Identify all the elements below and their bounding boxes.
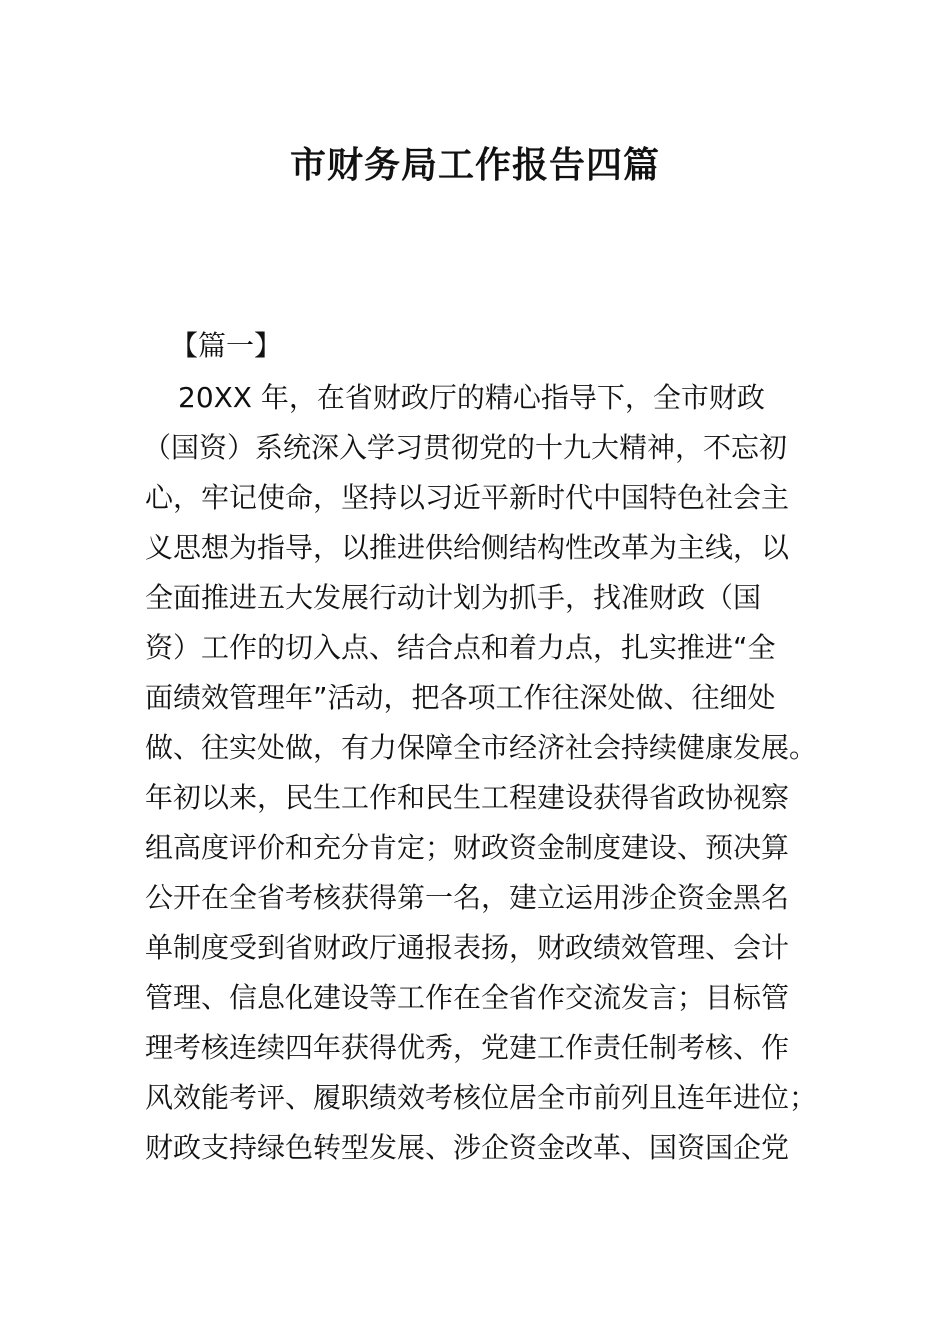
body-line-8: 做、往实处做，有力保障全市经济社会持续健康发展。 xyxy=(145,731,818,764)
body-line-15: 风效能考评、履职绩效考核位居全市前列且连年进位； xyxy=(145,1081,818,1114)
body-line-11: 公开在全省考核获得第一名，建立运用涉企资金黑名 xyxy=(145,881,790,914)
body-line-16: 财政支持绿色转型发展、涉企资金改革、国资国企党 xyxy=(145,1131,790,1164)
body-line-1: 20XX 年，在省财政厅的精心指导下，全市财政 xyxy=(178,381,765,414)
body-line-9: 年初以来，民生工作和民生工程建设获得省政协视察 xyxy=(145,781,790,814)
body-line-13: 管理、信息化建设等工作在全省作交流发言；目标管 xyxy=(145,981,790,1014)
section-label: 【篇一】 xyxy=(170,329,283,362)
body-line-14: 理考核连续四年获得优秀，党建工作责任制考核、作 xyxy=(145,1031,790,1064)
body-line-10: 组高度评价和充分肯定；财政资金制度建设、预决算 xyxy=(145,831,790,864)
body-line-2: （国资）系统深入学习贯彻党的十九大精神，不忘初 xyxy=(143,431,788,464)
body-line-7: 面绩效管理年”活动，把各项工作往深处做、往细处 xyxy=(145,681,776,714)
body-line-4: 义思想为指导，以推进供给侧结构性改革为主线，以 xyxy=(145,531,790,564)
body-line-5: 全面推进五大发展行动计划为抓手，找准财政（国 xyxy=(145,581,762,614)
body-line-6: 资）工作的切入点、结合点和着力点，扎实推进“全 xyxy=(145,631,776,664)
body-line-3: 心，牢记使命，坚持以习近平新时代中国特色社会主 xyxy=(145,481,790,514)
document-title: 市财务局工作报告四篇 xyxy=(289,145,660,186)
body-line-12: 单制度受到省财政厅通报表扬，财政绩效管理、会计 xyxy=(145,931,790,964)
